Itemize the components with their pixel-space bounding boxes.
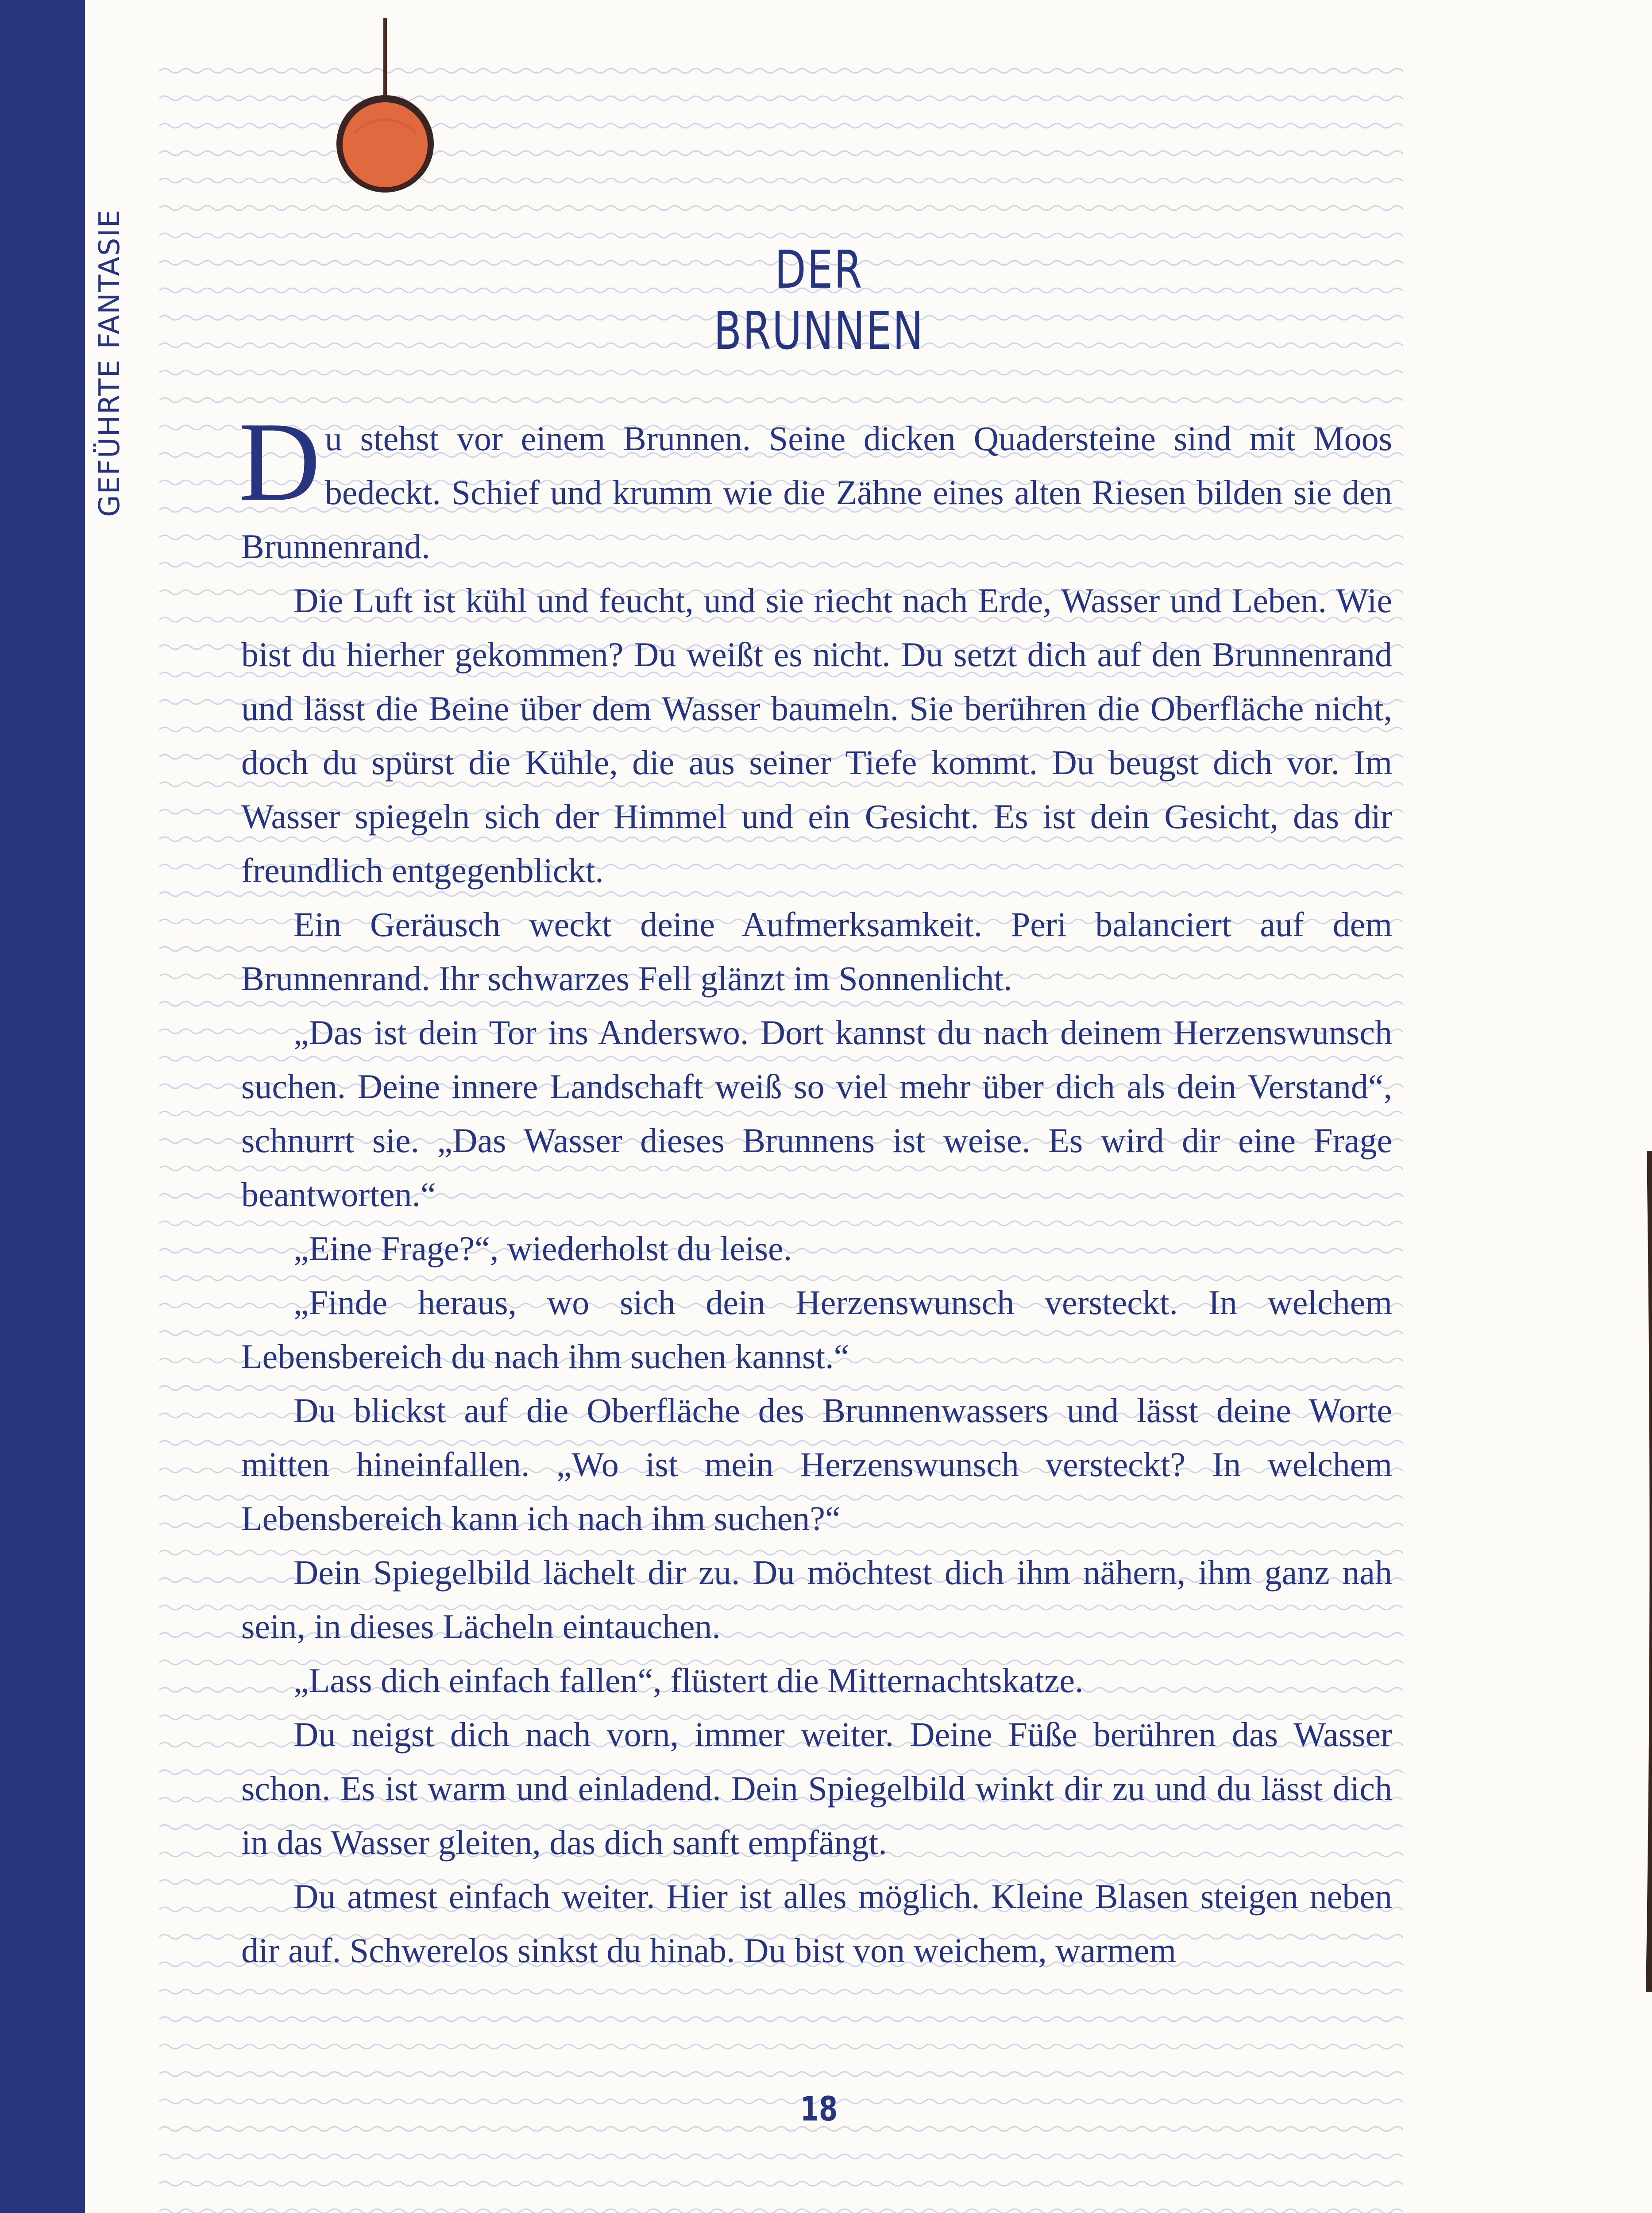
hanging-pendant-icon: [328, 18, 443, 204]
paragraph: Du atmest einfach weiter. Hier ist alles möglich. Kleine Blasen steigen neben dir auf. Schwerelos sinkst du hinab. Du bist von weichem, warmem: [241, 1877, 1392, 1970]
paragraph: Die Luft ist kühl und feucht, und sie riecht nach Erde, Wasser und Leben. Wie bist du hierher gekommen? Du weißt es nicht. Du setzt dich auf den Brunnenrand und lässt die Beine über dem Wasser baumeln. Sie berühren die Oberfläche nicht, doch du spürst die Kühle, die aus seiner Tiefe kommt. Du beugst dich vor. Im Wasser spiegeln sich der Himmel und ein Gesicht. Es ist dein Gesicht, das dir freundlich entgegenblickt.: [241, 581, 1392, 890]
paragraph: „Lass dich einfach fallen“, flüstert die Mitternachtskatze.: [293, 1661, 1084, 1700]
paragraph: Du neigst dich nach vorn, immer weiter. Deine Füße berühren das Wasser schon. Es ist warm und einladend. Dein Spiegelbild winkt dir zu und du lässt dich in das Wasser gleiten, das dich sanft empfängt.: [241, 1715, 1392, 1862]
paragraph: „Eine Frage?“, wiederholst du leise.: [293, 1229, 792, 1268]
paragraph: Ein Geräusch weckt deine Aufmerksamkeit. Peri balanciert auf dem Brunnenrand. Ihr schwarzes Fell glänzt im Sonnenlicht.: [241, 905, 1392, 998]
section-label-text: GEFÜHRTE FANTASIE: [93, 209, 126, 517]
paragraph: [239, 399, 1392, 574]
page-edge-shadow: [1638, 1151, 1652, 1992]
sidebar-stripe: [0, 0, 85, 2213]
paragraph: „Finde heraus, wo sich dein Herzenswunsch versteckt. In welchem Lebensbereich du nach ihm suchen kannst.“: [241, 1283, 1392, 1376]
section-label: [88, 209, 132, 517]
drop-cap: D: [239, 399, 320, 524]
body-text: [239, 399, 1392, 1978]
paragraph: „Das ist dein Tor ins Anderswo. Dort kannst du nach deinem Herzenswunsch suchen. Deine innere Landschaft weiß so viel mehr über dich als dein Verstand“, schnurrt sie. „Das Wasser dieses Brunnens ist weise. Es wird dir eine Frage beantworten.“: [241, 1013, 1392, 1214]
paragraph: Du blickst auf die Oberfläche des Brunnenwassers und lässt deine Worte mitten hineinfallen. „Wo ist mein Herzenswunsch versteckt? In welchem Lebensbereich kann ich nach ihm suchen?“: [241, 1391, 1392, 1538]
page-title: DER BRUNNEN: [714, 239, 924, 361]
page-number: 18: [800, 2089, 838, 2128]
paragraph-text: u stehst vor einem Brunnen. Seine dicken Quadersteine sind mit Moos bedeckt. Schief und krumm wie die Zähne eines alten Riesen bilden sie den Brunnenrand.: [241, 419, 1392, 566]
paragraph: Dein Spiegelbild lächelt dir zu. Du möchtest dich ihm nähern, ihm ganz nah sein, in dieses Lächeln eintauchen.: [241, 1553, 1392, 1646]
